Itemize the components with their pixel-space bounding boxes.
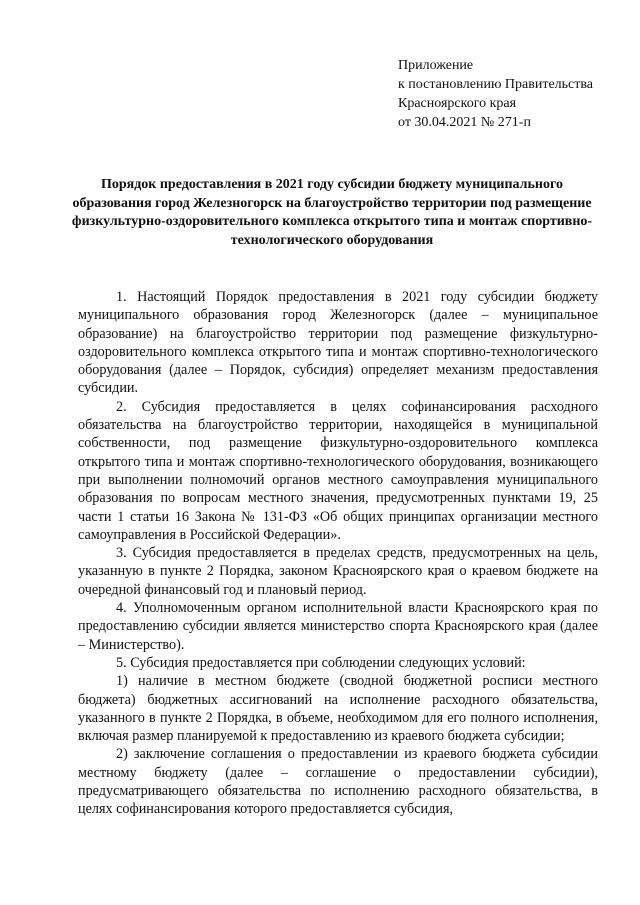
appendix-line: Приложение <box>398 58 474 73</box>
paragraph: 1. Настоящий Порядок предоставления в 2021 году субсидии бюджету муниципального образования город Железногорск (далее – муниципальное образование) на благоустройство территории под размещение физкультурно-оздоровительного комплекса открытого типа и монтаж спортивно-технологического оборудования (далее – Порядок, субсидия) определяет механизм предоставления субсидии. <box>78 289 598 397</box>
document-title: Порядок предоставления в 2021 году субсидии бюджету муниципального образования город Железногорск на благоустройство территории под размещение физкультурно-оздоровительного комплекса открытого типа и монтаж спортивно-технологического оборудования <box>71 177 593 248</box>
appendix-line: к постановлению Правительства <box>398 77 594 92</box>
paragraph: 4. Уполномоченным органом исполнительной власти Красноярского края по предоставлению субсидии является министерство спорта Красноярского края (далее – Министерство). <box>78 600 598 653</box>
paragraph: 5. Субсидия предоставляется при соблюдении следующих условий: <box>116 654 526 671</box>
paragraph: 1) наличие в местном бюджете (сводной бюджетной росписи местного бюджета) бюджетных ассигнований на исполнение расходного обязательства, указанного в пункте 2 Порядка, в объеме, необходимом для его полного исполнения, включая размер планируемой к предоставлению из краевого бюджета субсидии; <box>78 673 598 745</box>
paragraph: 3. Субсидия предоставляется в пределах средств, предусмотренных на цель, указанную в пункте 2 Порядка, законом Красноярского края о краевом бюджете на очередной финансовый год и плановый период. <box>78 545 598 598</box>
appendix-header <box>398 56 618 132</box>
appendix-line: Красноярского края <box>398 96 517 111</box>
appendix-line: от 30.04.2021 № 271-п <box>398 115 531 130</box>
paragraph: 2) заключение соглашения о предоставлении из краевого бюджета субсидии местному бюджету (далее – соглашение о предоставлении субсидии), предусматривающего обязательства по исполнению расходного обязательства, в целях софинансирования которого предоставляется субсидия, <box>78 746 598 818</box>
paragraph: 2. Субсидия предоставляется в целях софинансирования расходного обязательства на благоустройство территории, находящейся в муниципальной собственности, под размещение физкультурно-оздоровительного комплекса открытого типа и монтаж спортивно-технологического оборудования, возникающего при выполнении полномочий органов местного самоуправления муниципального образования по вопросам местного значения, предусмотренных пунктами 19, 25 части 1 статьи 16 Закона № 131-ФЗ «Об общих принципах организации местного самоуправления в Российской Федерации». <box>78 398 598 543</box>
document-body <box>78 288 598 819</box>
